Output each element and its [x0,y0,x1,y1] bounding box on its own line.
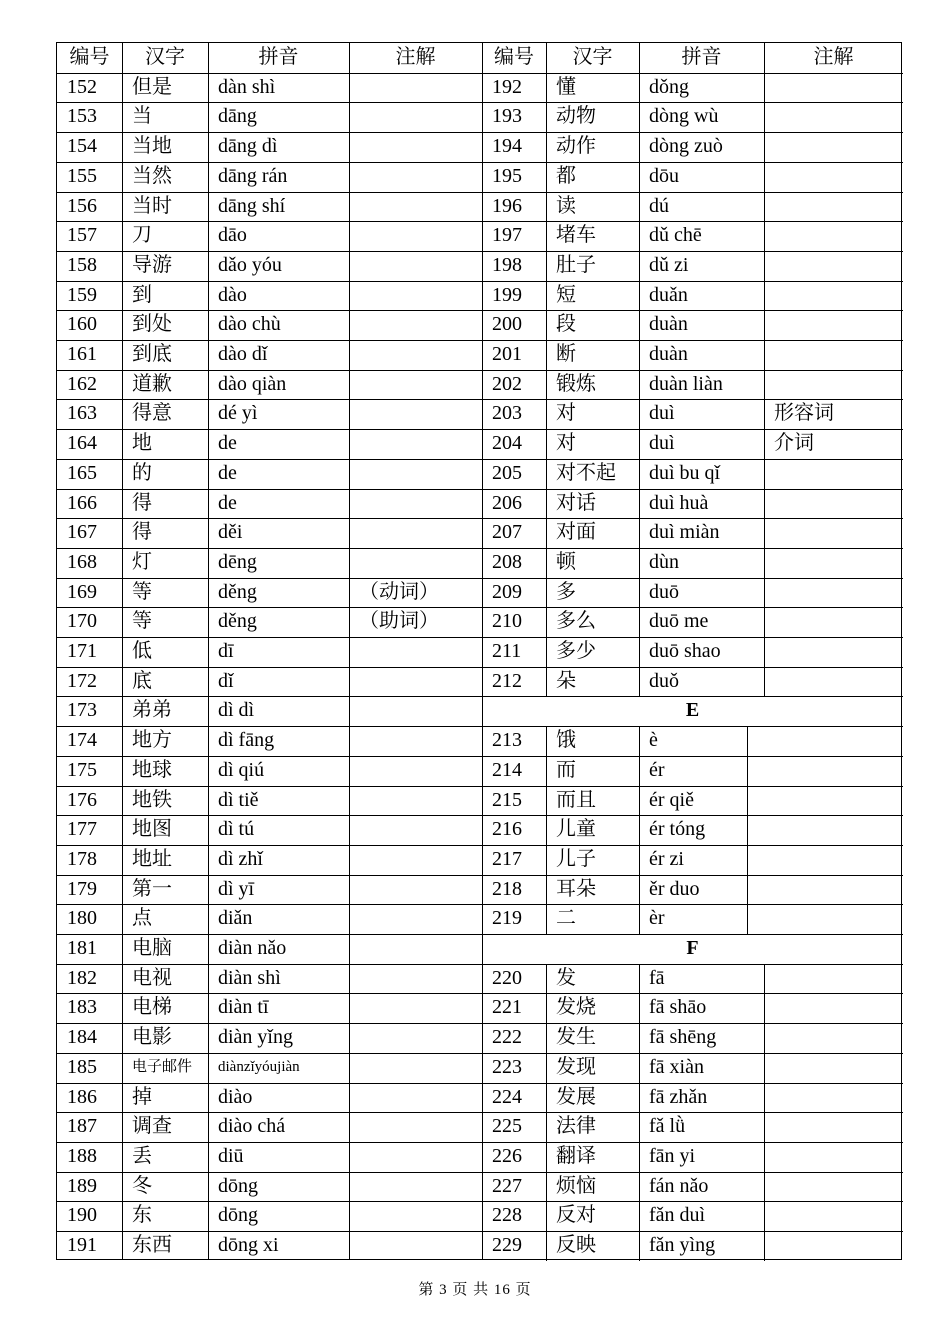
entry-pinyin: děng [218,610,257,632]
entry-hanzi: 冬 [132,1175,152,1197]
entry-pinyin: dào dǐ [218,343,268,365]
header-note: 注解 [813,46,854,68]
entry-number: 155 [67,165,97,187]
entry-hanzi: 懂 [556,76,576,98]
entry-number: 215 [492,789,522,811]
entry-hanzi: 地球 [132,759,172,781]
entry-hanzi: 电视 [132,967,172,989]
entry-pinyin: dōng xi [218,1234,279,1256]
grid-vline [546,726,547,934]
entry-hanzi: 儿子 [556,848,596,870]
grid-vline [546,964,547,1261]
entry-number: 204 [492,432,522,454]
entry-hanzi: 地方 [132,729,172,751]
entry-number: 212 [492,670,522,692]
entry-pinyin: duō shao [649,640,721,662]
header-hanzi: 汉字 [572,46,613,68]
entry-number: 219 [492,907,522,929]
entry-pinyin: dào [218,284,247,306]
entry-number: 156 [67,195,97,217]
entry-hanzi: 等 [132,610,152,632]
entry-hanzi: 地图 [132,818,172,840]
entry-pinyin: duàn [649,343,688,365]
entry-pinyin: fā [649,967,665,989]
entry-hanzi: 但是 [132,76,172,98]
entry-pinyin: dǒng [649,76,689,98]
page-footer: 第 3 页 共 16 页 [418,1282,532,1298]
entry-pinyin: dōu [649,165,679,187]
entry-hanzi: 多么 [556,610,596,632]
entry-hanzi: 对 [556,402,576,424]
entry-hanzi: 发展 [556,1086,596,1108]
entry-pinyin: duō me [649,610,709,632]
entry-hanzi: 掉 [132,1086,152,1108]
entry-pinyin: fā shēng [649,1026,717,1048]
grid-vline [764,73,765,696]
entry-hanzi: 东西 [132,1234,172,1256]
entry-pinyin: dōng [218,1175,258,1197]
entry-number: 195 [492,165,522,187]
entry-number: 193 [492,105,522,127]
entry-pinyin: diǎn [218,907,253,929]
entry-number: 184 [67,1026,97,1048]
entry-pinyin: ér [649,759,665,781]
entry-hanzi: 读 [556,195,576,217]
entry-hanzi: 道歉 [132,373,172,395]
entry-hanzi: 电脑 [132,937,172,959]
entry-hanzi: 当然 [132,165,172,187]
entry-hanzi: 锻炼 [556,373,596,395]
entry-pinyin: duō [649,581,679,603]
entry-number: 220 [492,967,522,989]
grid-vline [546,73,547,696]
entry-pinyin: duì huà [649,492,709,514]
entry-hanzi: 调查 [132,1115,172,1137]
grid-vline [546,43,547,73]
entry-number: 161 [67,343,97,365]
entry-number: 228 [492,1204,522,1226]
entry-pinyin: fǎ lǜ [649,1115,686,1137]
entry-hanzi: 发 [556,967,576,989]
entry-hanzi: 到 [132,284,152,306]
grid-vline [208,43,209,1259]
entry-number: 205 [492,462,522,484]
entry-number: 169 [67,581,97,603]
entry-number: 167 [67,521,97,543]
entry-pinyin: diào chá [218,1115,286,1137]
entry-pinyin: dú [649,195,669,217]
entry-pinyin: děi [218,521,243,543]
entry-hanzi: 而且 [556,789,596,811]
entry-pinyin: duǎn [649,284,688,306]
entry-hanzi: 翻译 [556,1145,596,1167]
entry-hanzi: 地址 [132,848,172,870]
entry-pinyin: duì [649,402,675,424]
entry-hanzi: 对 [556,432,576,454]
grid-vline [482,43,483,1259]
entry-number: 182 [67,967,97,989]
entry-number: 157 [67,224,97,246]
entry-pinyin: duǒ [649,670,679,692]
entry-pinyin: dì dì [218,699,255,721]
entry-hanzi: 发烧 [556,996,596,1018]
entry-number: 209 [492,581,522,603]
entry-number: 181 [67,937,97,959]
entry-number: 224 [492,1086,522,1108]
section-letter: E [685,699,700,721]
entry-pinyin: duì [649,432,675,454]
entry-number: 162 [67,373,97,395]
entry-hanzi: 饿 [556,729,576,751]
entry-number: 221 [492,996,522,1018]
entry-number: 183 [67,996,97,1018]
entry-hanzi: 动作 [556,135,596,157]
entry-number: 217 [492,848,522,870]
entry-number: 190 [67,1204,97,1226]
entry-pinyin: diàn shì [218,967,281,989]
entry-number: 175 [67,759,97,781]
entry-hanzi: 段 [556,313,576,335]
grid-vline [122,43,123,1259]
entry-number: 198 [492,254,522,276]
entry-pinyin: fān yi [649,1145,696,1167]
entry-pinyin: dòng zuò [649,135,723,157]
entry-pinyin: dāo [218,224,247,246]
entry-pinyin: dāng shí [218,195,286,217]
entry-number: 165 [67,462,97,484]
entry-number: 196 [492,195,522,217]
entry-number: 203 [492,402,522,424]
entry-pinyin: dì tiě [218,789,259,811]
entry-hanzi: 东 [132,1204,152,1226]
entry-number: 223 [492,1056,522,1078]
entry-number: 166 [67,492,97,514]
entry-hanzi: 多少 [556,640,596,662]
entry-pinyin: diū [218,1145,244,1167]
grid-vline [639,964,640,1261]
entry-hanzi: 到处 [132,313,172,335]
entry-hanzi: 到底 [132,343,172,365]
entry-number: 206 [492,492,522,514]
entry-number: 153 [67,105,97,127]
entry-pinyin: dǐ [218,670,234,692]
entry-pinyin: ěr duo [649,878,700,900]
entry-hanzi: 动物 [556,105,596,127]
entry-number: 225 [492,1115,522,1137]
entry-pinyin: fā xiàn [649,1056,704,1078]
entry-pinyin: fán nǎo [649,1175,709,1197]
entry-number: 164 [67,432,97,454]
entry-pinyin: dì yī [218,878,255,900]
entry-number: 229 [492,1234,522,1256]
entry-hanzi: 第一 [132,878,172,900]
entry-number: 200 [492,313,522,335]
entry-hanzi: 耳朵 [556,878,596,900]
entry-number: 227 [492,1175,522,1197]
entry-number: 172 [67,670,97,692]
entry-note: 形容词 [774,402,834,424]
entry-hanzi: 短 [556,284,576,306]
section-letter: F [686,937,699,959]
entry-number: 154 [67,135,97,157]
entry-hanzi: 顿 [556,551,576,573]
entry-number: 191 [67,1234,97,1256]
entry-hanzi: 而 [556,759,576,781]
entry-number: 174 [67,729,97,751]
entry-number: 214 [492,759,522,781]
entry-number: 211 [492,640,522,662]
entry-hanzi: 当地 [132,135,172,157]
entry-pinyin: duàn [649,313,688,335]
entry-pinyin: diàn nǎo [218,937,287,959]
entry-number: 187 [67,1115,97,1137]
entry-hanzi: 反映 [556,1234,596,1256]
entry-pinyin: ér qiě [649,789,694,811]
entry-pinyin: dāng dì [218,135,278,157]
entry-pinyin: dùn [649,551,679,573]
entry-pinyin: dì fāng [218,729,275,751]
entry-pinyin: ér tóng [649,818,706,840]
entry-pinyin: dī [218,640,234,662]
entry-hanzi: 反对 [556,1204,596,1226]
entry-pinyin: fā zhǎn [649,1086,708,1108]
entry-pinyin: dàn shì [218,76,276,98]
header-pinyin: 拼音 [258,46,299,68]
entry-number: 197 [492,224,522,246]
entry-number: 192 [492,76,522,98]
entry-number: 168 [67,551,97,573]
entry-number: 188 [67,1145,97,1167]
entry-hanzi: 底 [132,670,152,692]
vocabulary-table [56,42,902,1260]
entry-hanzi: 的 [132,462,152,484]
grid-vline [639,43,640,73]
entry-number: 179 [67,878,97,900]
entry-hanzi: 当 [132,105,152,127]
entry-pinyin: dì tú [218,818,255,840]
entry-pinyin: de [218,432,237,454]
entry-number: 173 [67,699,97,721]
entry-number: 159 [67,284,97,306]
entry-pinyin: ér zi [649,848,684,870]
entry-pinyin: dǔ zi [649,254,689,276]
entry-number: 170 [67,610,97,632]
entry-pinyin: dāng rán [218,165,288,187]
entry-pinyin: duì miàn [649,521,720,543]
entry-number: 178 [67,848,97,870]
header-number: 编号 [494,46,534,68]
entry-pinyin: dào qiàn [218,373,287,395]
grid-vline [349,43,350,1259]
entry-note: （助词） [359,610,439,632]
entry-pinyin: dǔ chē [649,224,702,246]
entry-pinyin: dé yì [218,402,258,424]
grid-vline [764,43,765,73]
entry-number: 201 [492,343,522,365]
entry-pinyin: dāng [218,105,257,127]
entry-number: 194 [492,135,522,157]
entry-pinyin: diàn yǐng [218,1026,293,1048]
header-hanzi: 汉字 [145,46,185,68]
entry-hanzi: 法律 [556,1115,596,1137]
entry-number: 160 [67,313,97,335]
entry-pinyin: diàn tī [218,996,269,1018]
entry-number: 180 [67,907,97,929]
entry-hanzi: 等 [132,581,152,603]
entry-number: 177 [67,818,97,840]
entry-hanzi: 弟弟 [132,699,172,721]
grid-vline [639,73,640,696]
entry-hanzi: 点 [132,907,152,929]
entry-hanzi: 朵 [556,670,576,692]
entry-note: （动词） [359,581,439,603]
entry-hanzi: 断 [556,343,576,365]
entry-hanzi: 烦恼 [556,1175,596,1197]
entry-number: 186 [67,1086,97,1108]
entry-pinyin: diào [218,1086,253,1108]
entry-hanzi: 堵车 [556,224,596,246]
grid-vline [764,964,765,1261]
entry-hanzi: 得 [132,492,152,514]
entry-number: 185 [67,1056,97,1078]
entry-hanzi: 多 [556,581,576,603]
grid-vline [639,726,640,934]
entry-pinyin: dòng wù [649,105,719,127]
entry-hanzi: 得意 [132,402,172,424]
entry-hanzi: 灯 [132,551,152,573]
entry-pinyin: de [218,462,237,484]
entry-number: 226 [492,1145,522,1167]
entry-pinyin: dǎo yóu [218,254,282,276]
entry-number: 171 [67,640,97,662]
entry-note: 介词 [774,432,814,454]
entry-hanzi: 发生 [556,1026,596,1048]
entry-hanzi: 都 [556,165,576,187]
entry-number: 208 [492,551,522,573]
entry-hanzi: 电影 [132,1026,172,1048]
grid-vline [747,726,748,934]
entry-number: 216 [492,818,522,840]
entry-hanzi: 发现 [556,1056,596,1078]
entry-pinyin: diànzǐyóujiàn [218,1059,300,1075]
entry-pinyin: dōng [218,1204,258,1226]
entry-pinyin: děng [218,581,257,603]
entry-pinyin: dēng [218,551,257,573]
entry-hanzi: 对话 [556,492,596,514]
entry-pinyin: dì qiú [218,759,265,781]
entry-number: 210 [492,610,522,632]
entry-pinyin: fǎn yìng [649,1234,716,1256]
entry-hanzi: 地铁 [132,789,172,811]
entry-pinyin: è [649,729,658,751]
entry-hanzi: 低 [132,640,152,662]
entry-number: 176 [67,789,97,811]
entry-number: 202 [492,373,522,395]
entry-pinyin: duàn liàn [649,373,723,395]
entry-number: 207 [492,521,522,543]
entry-hanzi: 导游 [132,254,172,276]
entry-hanzi: 二 [556,907,576,929]
entry-pinyin: de [218,492,237,514]
entry-number: 163 [67,402,97,424]
entry-hanzi: 电子邮件 [132,1059,193,1075]
entry-number: 213 [492,729,522,751]
entry-hanzi: 刀 [132,224,152,246]
entry-pinyin: dì zhǐ [218,848,263,870]
entry-pinyin: fǎn duì [649,1204,706,1226]
entry-pinyin: duì bu qǐ [649,462,721,484]
entry-number: 199 [492,284,522,306]
entry-hanzi: 得 [132,521,152,543]
entry-hanzi: 地 [132,432,152,454]
entry-number: 218 [492,878,522,900]
entry-number: 189 [67,1175,97,1197]
entry-hanzi: 丢 [132,1145,152,1167]
entry-pinyin: fā shāo [649,996,707,1018]
header-note: 注解 [395,46,436,68]
entry-pinyin: dào chù [218,313,281,335]
entry-hanzi: 儿童 [556,818,596,840]
entry-hanzi: 电梯 [132,996,172,1018]
header-number: 编号 [69,46,110,68]
header-pinyin: 拼音 [681,46,722,68]
entry-hanzi: 对面 [556,521,596,543]
entry-number: 158 [67,254,97,276]
entry-hanzi: 当时 [132,195,172,217]
entry-hanzi: 对不起 [556,462,616,484]
entry-pinyin: èr [649,907,665,929]
entry-number: 222 [492,1026,522,1048]
entry-number: 152 [67,76,97,98]
entry-hanzi: 肚子 [556,254,596,276]
